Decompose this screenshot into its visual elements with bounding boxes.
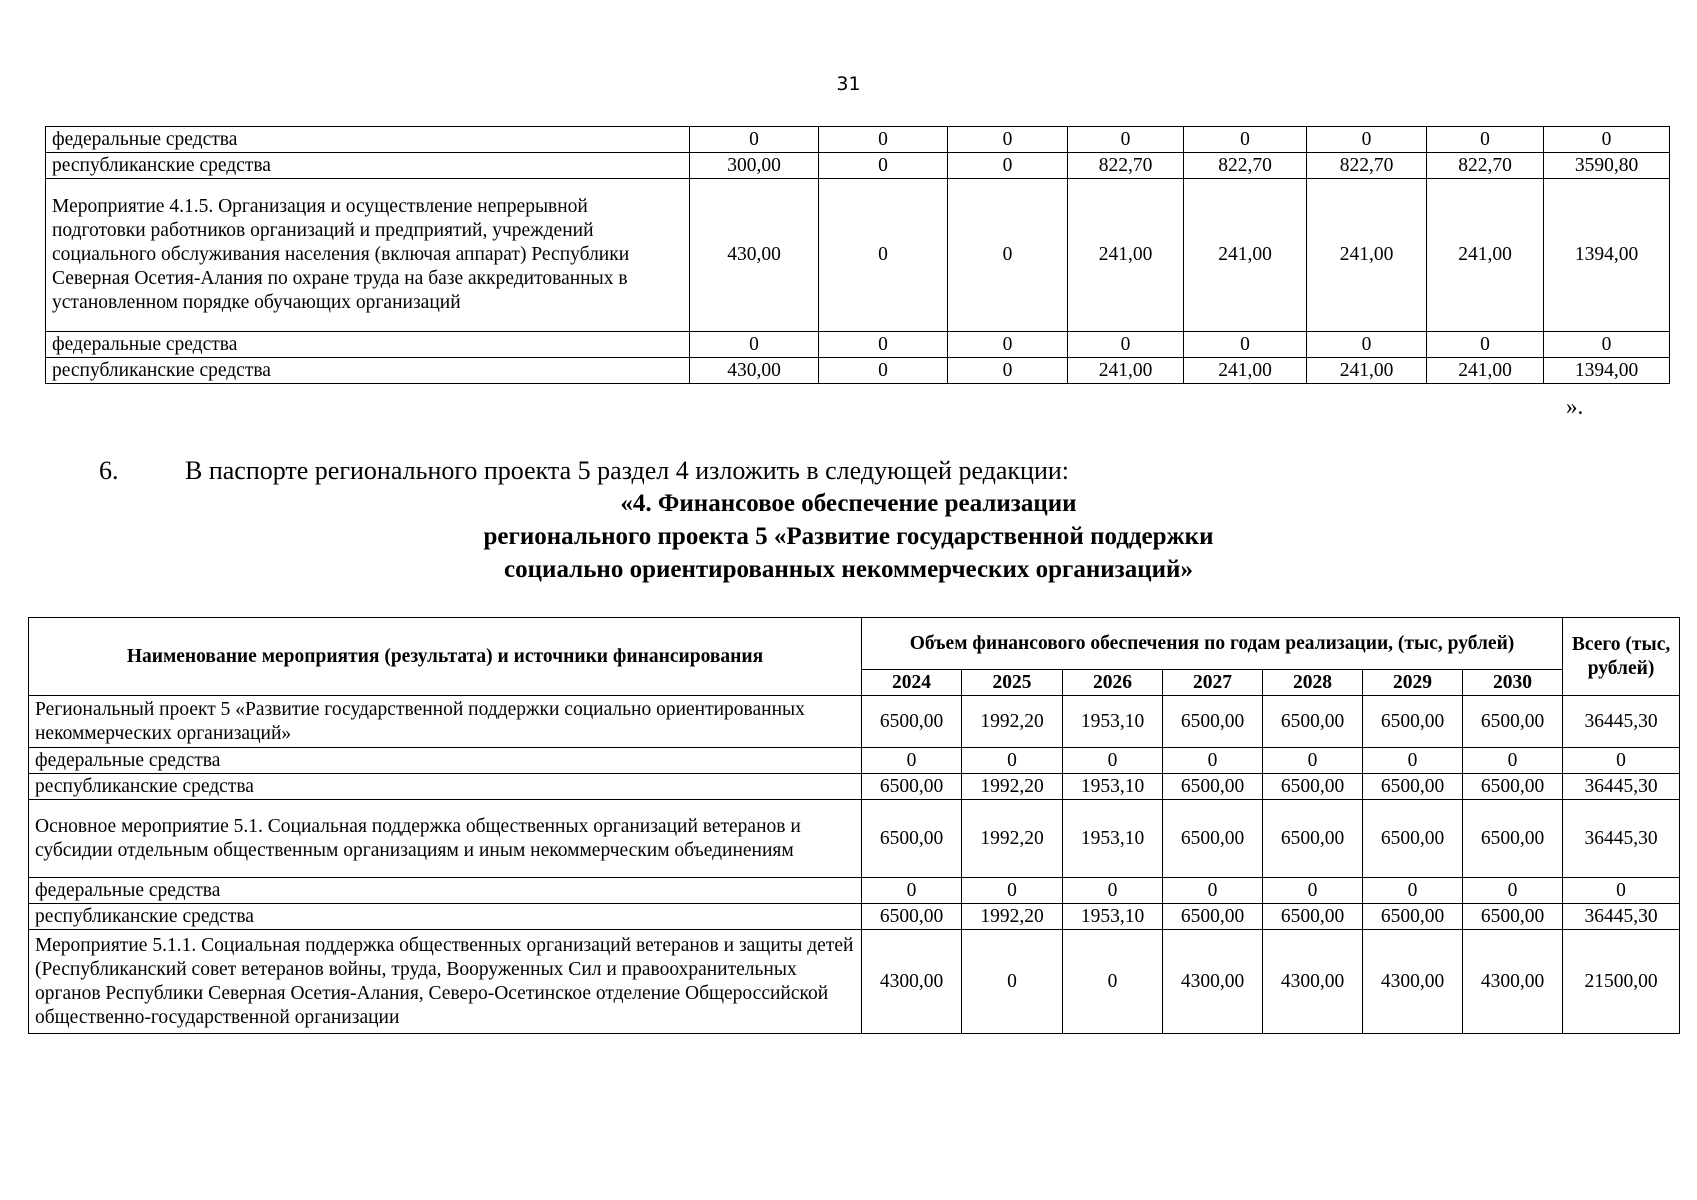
value-cell: 4300,00: [862, 930, 962, 1034]
value-cell: 6500,00: [1363, 774, 1463, 800]
year-header: 2024: [862, 670, 962, 696]
value-cell: 0: [862, 748, 962, 774]
instruction-number: 6.: [99, 456, 119, 485]
value-cell: 6500,00: [1463, 800, 1563, 878]
value-cell: 6500,00: [862, 904, 962, 930]
year-header: 2026: [1063, 670, 1163, 696]
row-label: республиканские средства: [29, 774, 862, 800]
table-row: [46, 179, 1670, 332]
table-row: [29, 930, 1680, 1034]
value-cell: 36445,30: [1563, 774, 1680, 800]
value-cell: 0: [962, 748, 1063, 774]
value-cell: 1953,10: [1063, 904, 1163, 930]
page-number: 31: [836, 73, 861, 95]
row-label: республиканские средства: [29, 904, 862, 930]
value-cell: 0: [690, 332, 819, 358]
value-cell: 0: [1263, 748, 1363, 774]
value-cell: 0: [819, 153, 948, 179]
value-cell: 0: [1063, 748, 1163, 774]
value-cell: 822,70: [1068, 153, 1184, 179]
value-cell: 6500,00: [1363, 696, 1463, 748]
value-cell: 0: [819, 179, 948, 332]
table-row: [46, 358, 1670, 384]
row-label: Мероприятие 5.1.1. Социальная поддержка общественных организаций ветеранов и защиты детей (Республиканский совет ветеранов войны, труда, Вооруженных Сил и правоохранительных органов Республики Северная Осетия-Алания, Северо-Осетинское отделение Общероссийской общественно-государственной организации: [29, 930, 862, 1034]
value-cell: 1394,00: [1544, 179, 1670, 332]
table-row: [29, 800, 1680, 878]
row-label: Основное мероприятие 5.1. Социальная поддержка общественных организаций ветеранов и субсидии отдельным общественным организациям и иным некоммерческим объединениям: [29, 800, 862, 878]
value-cell: 430,00: [690, 358, 819, 384]
value-cell: 0: [862, 878, 962, 904]
value-cell: 1992,20: [962, 800, 1063, 878]
value-cell: 0: [1363, 748, 1463, 774]
value-cell: 0: [1068, 332, 1184, 358]
value-cell: 0: [1563, 878, 1680, 904]
value-cell: 0: [948, 179, 1068, 332]
table-row: [29, 748, 1680, 774]
row-label: федеральные средства: [46, 332, 690, 358]
value-cell: 241,00: [1068, 358, 1184, 384]
value-cell: 0: [690, 127, 819, 153]
value-cell: 0: [1184, 332, 1307, 358]
value-cell: 1992,20: [962, 904, 1063, 930]
value-cell: 6500,00: [1163, 800, 1263, 878]
value-cell: 241,00: [1068, 179, 1184, 332]
value-cell: 4300,00: [1363, 930, 1463, 1034]
value-cell: 1953,10: [1063, 696, 1163, 748]
section-heading: [0, 487, 1697, 586]
value-cell: 0: [948, 332, 1068, 358]
value-cell: 4300,00: [1263, 930, 1363, 1034]
value-cell: 822,70: [1307, 153, 1427, 179]
value-cell: 6500,00: [1363, 904, 1463, 930]
value-cell: 4300,00: [1463, 930, 1563, 1034]
value-cell: 6500,00: [862, 696, 962, 748]
table-row: [29, 904, 1680, 930]
value-cell: 1992,20: [962, 774, 1063, 800]
table-row: [46, 153, 1670, 179]
heading-line-1: «4. Финансовое обеспечение реализации: [620, 490, 1077, 517]
value-cell: 0: [1427, 127, 1544, 153]
value-cell: 0: [1544, 332, 1670, 358]
value-cell: 300,00: [690, 153, 819, 179]
value-cell: 0: [1463, 748, 1563, 774]
header-total: Всего (тыс, рублей): [1563, 618, 1680, 696]
value-cell: 6500,00: [1363, 800, 1463, 878]
value-cell: 0: [1163, 748, 1263, 774]
value-cell: 6500,00: [1163, 904, 1263, 930]
value-cell: 0: [1427, 332, 1544, 358]
value-cell: 822,70: [1427, 153, 1544, 179]
value-cell: 430,00: [690, 179, 819, 332]
value-cell: 0: [1363, 878, 1463, 904]
value-cell: 241,00: [1184, 358, 1307, 384]
year-header: 2028: [1263, 670, 1363, 696]
header-volume: Объем финансового обеспечения по годам реализации, (тыс, рублей): [862, 618, 1563, 670]
value-cell: 6500,00: [1263, 696, 1363, 748]
value-cell: 6500,00: [1463, 774, 1563, 800]
value-cell: 6500,00: [1263, 800, 1363, 878]
year-header: 2025: [962, 670, 1063, 696]
value-cell: 4300,00: [1163, 930, 1263, 1034]
instruction-text: В паспорте регионального проекта 5 раздел 4 изложить в следующей редакции:: [185, 456, 1070, 485]
instruction-paragraph: [99, 456, 1069, 486]
value-cell: 1953,10: [1063, 800, 1163, 878]
funding-table-project-5: [28, 617, 1680, 1034]
value-cell: 36445,30: [1563, 800, 1680, 878]
value-cell: 0: [1063, 930, 1163, 1034]
value-cell: 0: [1463, 878, 1563, 904]
value-cell: 241,00: [1184, 179, 1307, 332]
funding-table-continued: [45, 126, 1670, 384]
table-row: [29, 774, 1680, 800]
year-header: 2029: [1363, 670, 1463, 696]
row-label: федеральные средства: [29, 748, 862, 774]
value-cell: 6500,00: [1163, 696, 1263, 748]
value-cell: 0: [1307, 127, 1427, 153]
value-cell: 6500,00: [1263, 904, 1363, 930]
value-cell: 0: [1563, 748, 1680, 774]
value-cell: 241,00: [1427, 358, 1544, 384]
value-cell: 0: [948, 127, 1068, 153]
value-cell: 0: [1068, 127, 1184, 153]
table-row: [29, 878, 1680, 904]
value-cell: 3590,80: [1544, 153, 1670, 179]
value-cell: 0: [948, 358, 1068, 384]
row-label: республиканские средства: [46, 153, 690, 179]
value-cell: 1394,00: [1544, 358, 1670, 384]
value-cell: 6500,00: [1463, 904, 1563, 930]
value-cell: 0: [1307, 332, 1427, 358]
value-cell: 241,00: [1307, 179, 1427, 332]
table-row: [46, 332, 1670, 358]
year-header: 2027: [1163, 670, 1263, 696]
value-cell: 1992,20: [962, 696, 1063, 748]
value-cell: 0: [1063, 878, 1163, 904]
value-cell: 0: [819, 358, 948, 384]
value-cell: 241,00: [1427, 179, 1544, 332]
table-row: [29, 696, 1680, 748]
value-cell: 6500,00: [1163, 774, 1263, 800]
value-cell: 0: [819, 127, 948, 153]
value-cell: 6500,00: [1463, 696, 1563, 748]
value-cell: 0: [948, 153, 1068, 179]
heading-line-2: регионального проекта 5 «Развитие государственной поддержки: [483, 523, 1214, 550]
value-cell: 1953,10: [1063, 774, 1163, 800]
closing-quote: ».: [1566, 394, 1584, 419]
table-row: [46, 127, 1670, 153]
value-cell: 0: [962, 878, 1063, 904]
value-cell: 6500,00: [862, 800, 962, 878]
row-label: федеральные средства: [46, 127, 690, 153]
value-cell: 36445,30: [1563, 904, 1680, 930]
value-cell: 0: [1544, 127, 1670, 153]
year-header: 2030: [1463, 670, 1563, 696]
row-label: республиканские средства: [46, 358, 690, 384]
value-cell: 36445,30: [1563, 696, 1680, 748]
row-label: федеральные средства: [29, 878, 862, 904]
value-cell: 6500,00: [1263, 774, 1363, 800]
value-cell: 0: [962, 930, 1063, 1034]
heading-line-3: социально ориентированных некоммерческих организаций»: [504, 556, 1193, 583]
value-cell: 241,00: [1307, 358, 1427, 384]
value-cell: 0: [1163, 878, 1263, 904]
value-cell: 21500,00: [1563, 930, 1680, 1034]
value-cell: 0: [1184, 127, 1307, 153]
value-cell: 0: [1263, 878, 1363, 904]
row-label: Региональный проект 5 «Развитие государственной поддержки социально ориентированных некоммерческих организаций»: [29, 696, 862, 748]
row-label: Мероприятие 4.1.5. Организация и осуществление непрерывной подготовки работников организаций и предприятий, учреждений социального обслуживания населения (включая аппарат) Республики Северная Осетия-Алания по охране труда на базе аккредитованных в установленном порядке обучающих организаций: [46, 179, 690, 332]
header-name: Наименование мероприятия (результата) и источники финансирования: [29, 618, 862, 696]
value-cell: 6500,00: [862, 774, 962, 800]
value-cell: 822,70: [1184, 153, 1307, 179]
value-cell: 0: [819, 332, 948, 358]
